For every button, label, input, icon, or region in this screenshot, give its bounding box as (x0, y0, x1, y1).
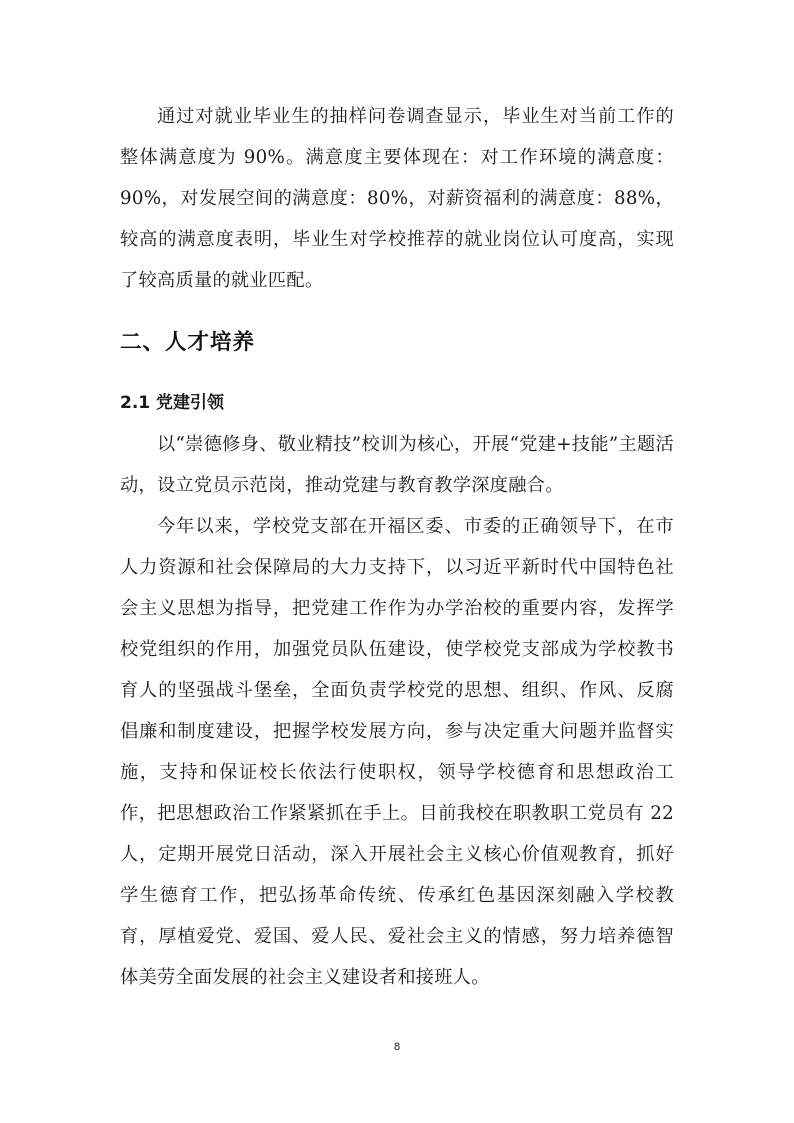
subsection-heading-party-building: 2.1 党建引领 (120, 393, 225, 413)
page-number: 8 (393, 1041, 401, 1053)
subsection-2-1-body (120, 424, 674, 998)
section-heading-talent-cultivation: 二、人才培养 (120, 330, 256, 355)
party-building-intro-paragraph: 以“崇德修身、敬业精技”校训为核心，开展“党建+技能”主题活动，设立党员示范岗，推动党建与教育教学深度融合。 (120, 434, 674, 496)
party-branch-work-paragraph: 今年以来，学校党支部在开福区委、市委的正确领导下，在市人力资源和社会保障局的大力支持下，以习近平新时代中国特色社会主义思想为指导，把党建工作作为办学治校的重要内容，发挥学校党组织的作用，加强党员队伍建设，使学校党支部成为学校教书育人的坚强战斗堡垒，全面负责学校党的思想、组织、作风、反腐倡廉和制度建设，把握学校发展方向，参与决定重大问题并监督实施，支持和保证校长依法行使职权，领导学校德育和思想政治工作，把思想政治工作紧紧抓在手上。目前我校在职教职工党员有 22 人，定期开展党日活动，深入开展社会主义核心价值观教育，抓好学生德育工作，把弘扬革命传统、传承红色基因深刻融入学校教育，厚植爱党、爱国、爱人民、爱社会主义的情感，努力培养德智体美劳全面发展的社会主义建设者和接班人。 (120, 516, 674, 988)
satisfaction-paragraph: 通过对就业毕业生的抽样问卷调查显示，毕业生对当前工作的整体满意度为 90%。满意度主要体现在：对工作环境的满意度：90%，对发展空间的满意度：80%，对薪资福利的满意度：88%，较高的满意度表明，毕业生对学校推荐的就业岗位认可度高，实现了较高质量的就业匹配。 (120, 106, 674, 291)
section-1-tail (120, 96, 674, 301)
